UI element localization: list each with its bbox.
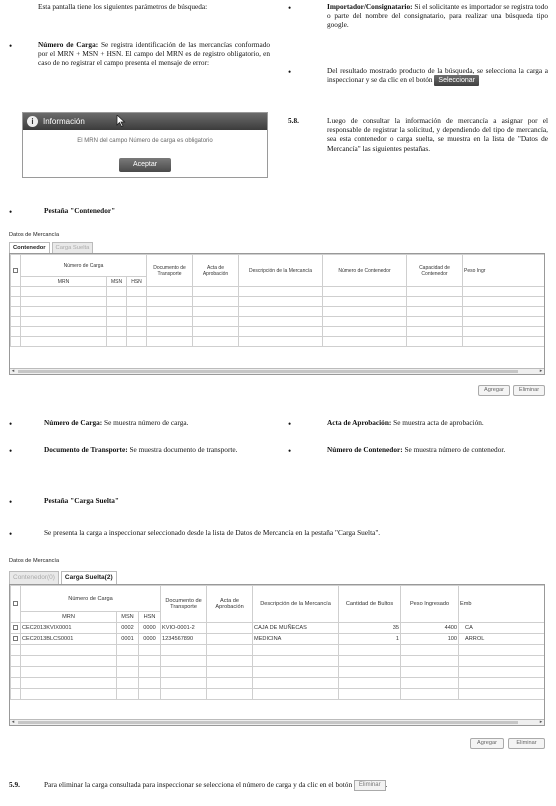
col-peso: Peso Ingr [463,255,546,287]
bullet-term: Documento de Transporte: [44,445,128,454]
bullet-term: Importador/Consignatario: [327,2,413,11]
dialog-title: Información [43,117,85,126]
col-msn: MSN [107,277,127,287]
cell-bultos: 1 [339,634,401,645]
intro-text: Esta pantalla tiene los siguientes parámetros de búsqueda: [38,2,208,11]
left-bullet-numero-carga [38,40,270,68]
grid2-table [9,584,545,726]
col-msn: MSN [117,612,139,623]
cell-acta [207,623,253,634]
tab-carga-suelta[interactable]: Carga Suelta [52,242,94,253]
row-checkbox[interactable] [11,634,21,645]
tab-carga-suelta[interactable]: Carga Suelta(2) [61,571,117,584]
section-5-9: Para eliminar la carga consultada para inspeccionar se selecciona el número de carga y da clic en el botón Eliminar . [44,780,388,790]
cell-acta [207,634,253,645]
heading-pestana-contenedor [44,206,115,215]
heading-text: Pestaña "Carga Suelta" [44,496,119,505]
bullet-text: Se registra identificación de las mercancías conformado por el MRN + MSN + HSN. El campo del MRN es de registro obligatorio, en caso de no registrar el campo presenta el mensaje de error: [38,40,271,68]
info-dialog [22,112,268,178]
col-descripcion: Descripción de la Mercancía [253,586,339,623]
section-5-8-text: Luego de consultar la información de mercancía a asignar por el responsable de registrar la solicitud, y dependiendo del tipo de mercancía, sea esta contenedor o carga suelta, se muestra en la lista de "Datos de Mercancía" las siguientes pestañas. [327,116,548,153]
bullet-text: Se muestra documento de transporte. [127,445,238,454]
bullet-marker: • [288,419,292,429]
col-acta-aprobacion: Acta de Aprobación [193,255,239,287]
table-row [11,337,546,347]
tab-contenedor[interactable]: Contenedor(0) [9,571,59,584]
cell-peso: 100 [401,634,459,645]
cell-mrn: CEC2013KVIX0001 [21,623,117,634]
col-numero-carga: Número de Carga [21,255,147,277]
dialog-message: El MRN del campo Número de carga es obligatorio [77,138,213,144]
remove-button[interactable]: Eliminar [513,385,545,396]
grid1-table [9,253,545,375]
grid1-title: Datos de Mercancía [9,232,60,238]
cell-msn: 0002 [117,623,139,634]
select-button[interactable]: Seleccionar [434,75,479,86]
tab-contenedor[interactable]: Contenedor [9,242,50,253]
right-bullet-resultado [327,66,548,86]
table-row [11,287,546,297]
bullet-marker: • [288,446,292,456]
col-capacidad: Capacidad de Contenedor [407,255,463,287]
bullet-term: Acta de Aprobación: [327,418,392,427]
dialog-header [23,113,267,130]
mouse-pointer-icon [116,115,126,127]
remove-button[interactable]: Eliminar [508,738,545,749]
section-number [9,780,20,789]
scroll-left-icon[interactable]: ◂ [11,369,15,374]
horizontal-scrollbar[interactable] [10,368,544,374]
col-documento-transporte: Documento de Transporte [161,586,207,623]
mid-bullet-acta [327,418,548,427]
col-documento-transporte: Documento de Transporte [147,255,193,287]
grid2-title: Datos de Mercancía [9,558,60,564]
bullet-term: Número de Carga: [38,40,99,49]
table-row [11,297,546,307]
heading-pestana-carga-suelta [44,496,119,505]
section-5-8-number: 5.8. [288,116,299,125]
cell-hsn: 0000 [139,623,161,634]
bullet-marker: • [9,419,13,429]
bullet-marker: • [9,529,13,539]
scroll-thumb[interactable] [18,370,518,373]
bullet-marker: • [288,67,292,77]
scroll-thumb[interactable] [18,721,518,724]
table-row[interactable] [11,634,546,645]
bullet-term: Número de Contenedor: [327,445,403,454]
table-row[interactable] [11,623,546,634]
table-row [11,667,546,678]
table-row [11,317,546,327]
heading-text: Pestaña "Contenedor" [44,206,116,215]
mid-bullet-numero-carga [44,418,270,427]
cell-peso: 4400 [401,623,459,634]
col-mrn: MRN [21,277,107,287]
cell-documento: 1234567890 [161,634,207,645]
table-row [11,327,546,337]
table-row [11,689,546,700]
col-acta-aprobacion: Acta de Aprobación [207,586,253,623]
section-number [288,116,299,125]
col-hsn: HSN [127,277,147,287]
bullet-marker: • [9,446,13,456]
col-numero-contenedor: Número de Contenedor [323,255,407,287]
table-row [11,678,546,689]
row-checkbox[interactable] [11,623,21,634]
col-peso-ingresado: Peso Ingresado [401,586,459,623]
add-button[interactable]: Agregar [478,385,510,396]
col-numero-carga: Número de Carga [21,586,161,612]
scroll-right-icon[interactable]: ▸ [539,720,543,725]
mid-bullet-contenedor [327,445,548,454]
cell-embalaje: CA [459,623,545,634]
cell-documento: KVIO-0001-2 [161,623,207,634]
bullet-text: Si el solicitante es importador se registra todo o parte del nombre del consignatario, para realizar una búsqueda tipo google. [327,2,548,30]
table-row [11,307,546,317]
horizontal-scrollbar[interactable] [10,719,544,725]
bullet-text: Se muestra acta de aprobación. [391,418,484,427]
grid1-tabs [9,242,93,253]
select-all-checkbox[interactable] [11,255,21,287]
scroll-right-icon[interactable]: ▸ [539,369,543,374]
accept-button[interactable]: Aceptar [119,158,171,172]
cell-hsn: 0000 [139,634,161,645]
bullet-text: Del resultado mostrado producto de la búsqueda, se selecciona la carga a inspeccionar y se da clic en el botón [327,66,548,85]
info-icon: i [27,116,38,127]
carga-suelta-text: Se presenta la carga a inspeccionar seleccionado desde la lista de Datos de Mercancía en la pestaña "Carga Suelta". [44,528,381,537]
bullet-marker: • [9,41,13,51]
scroll-left-icon[interactable]: ◂ [11,720,15,725]
grid2-tabs [9,571,117,584]
bullet-text: Se muestra número de contenedor. [402,445,506,454]
col-embalaje: Emb [459,586,545,623]
cell-descripcion: CAJA DE MUÑECAS [253,623,339,634]
select-all-checkbox[interactable] [11,586,21,623]
bullet-term: Número de Carga: [44,418,103,427]
cell-msn: 0001 [117,634,139,645]
right-bullet-importador [327,2,548,30]
section-5-9-number: 5.9. [9,780,20,789]
cell-bultos: 35 [339,623,401,634]
table-row [11,656,546,667]
col-descripcion: Descripción de la Mercancía [239,255,323,287]
delete-button[interactable]: Eliminar [354,780,386,791]
mid-bullet-documento [44,445,270,454]
cell-embalaje: ARROL [459,634,545,645]
bullet-text: Se muestra número de carga. [102,418,189,427]
col-hsn: HSN [139,612,161,623]
bullet-marker: • [9,207,13,217]
bullet-marker: • [9,497,13,507]
add-button[interactable]: Agregar [470,738,504,749]
cell-descripcion: MEDICINA [253,634,339,645]
col-mrn: MRN [21,612,117,623]
bullet-marker: • [288,3,292,13]
cell-mrn: CEC2013BLCS0001 [21,634,117,645]
col-cantidad-bultos: Cantidad de Bultos [339,586,401,623]
table-row [11,645,546,656]
section-5-9-text: Para eliminar la carga consultada para inspeccionar se selecciona el número de carga y da clic en el botón [44,780,353,790]
